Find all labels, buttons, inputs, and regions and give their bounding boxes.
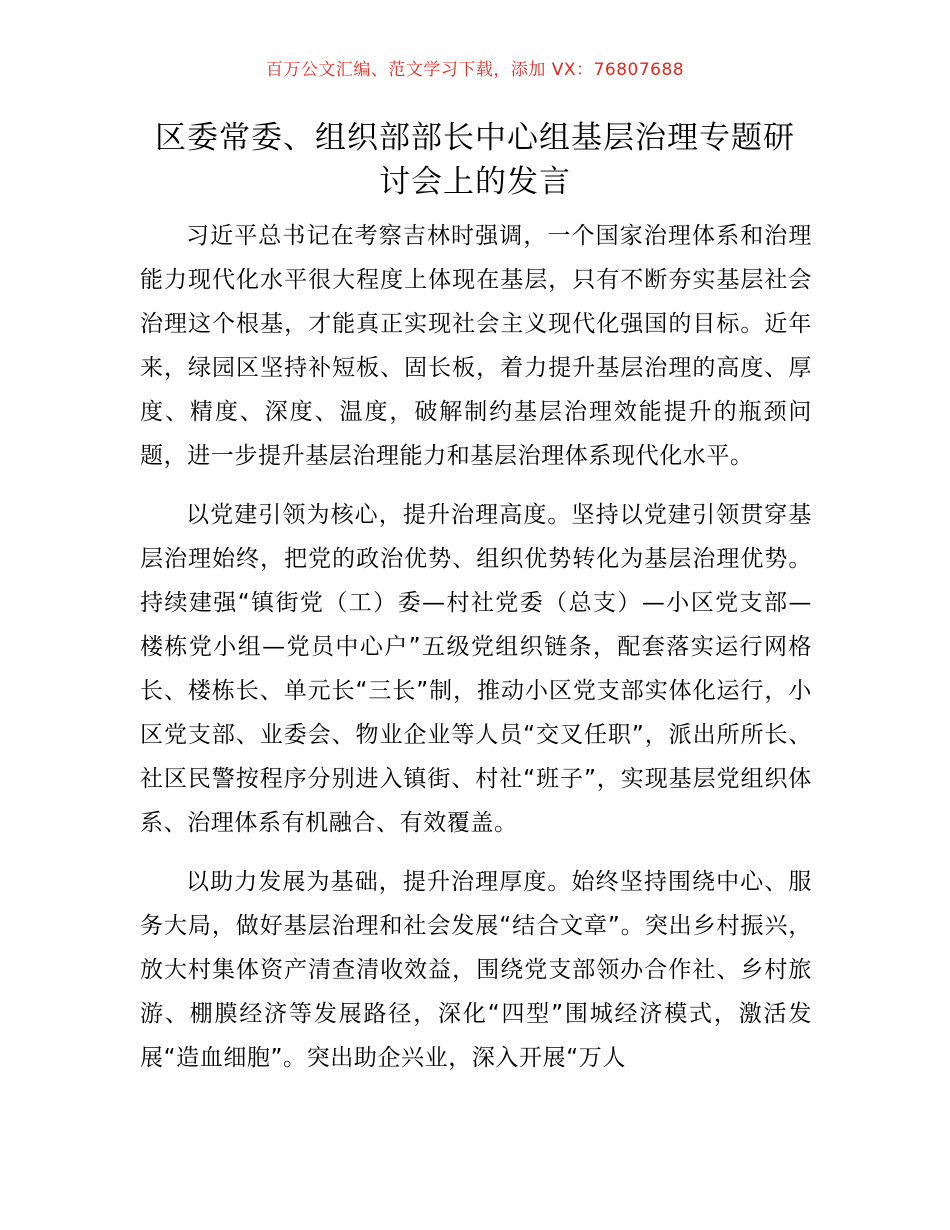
paragraph-party-leadership: 以党建引领为核心，提升治理高度。坚持以党建引领贯穿基层治理始终，把党的政治优势、组织优势转化为基层治理优势。持续建强“镇街党（工）委—村社党委（总支）—小区党支部—楼栋党小组—党员中心户”五级党组织链条，配套落实运行网格长、楼栋长、单元长“三长”制，推动小区党支部实体化运行，小区党支部、业委会、物业企业等人员“交叉任职”，派出所所长、社区民警按程序分别进入镇街、村社“班子”，实现基层党组织体系、治理体系有机融合、有效覆盖。 — [140, 502, 812, 836]
paragraph-intro: 习近平总书记在考察吉林时强调，一个国家治理体系和治理能力现代化水平很大程度上体现在基层，只有不断夯实基层社会治理这个根基，才能真正实现社会主义现代化强国的目标。近年来，绿园区坚持补短板、固长板，着力提升基层治理的高度、厚度、精度、深度、温度，破解制约基层治理效能提升的瓶颈问题，进一步提升基层治理能力和基层治理体系现代化水平。 — [140, 223, 812, 469]
document-body — [140, 214, 812, 1095]
document-title: 区委常委、组织部部长中心组基层治理专题研讨会上的发言 — [155, 120, 795, 200]
paragraph-development: 以助力发展为基础，提升治理厚度。始终坚持围绕中心、服务大局，做好基层治理和社会发展“结合文章”。突出乡村振兴，放大村集体资产清查清收效益，围绕党支部领办合作社、乡村旅游、棚膜经济等发展路径，深化“四型”围城经济模式，激活发展“造血细胞”。突出助企兴业，深入开展“万人 — [140, 869, 812, 1071]
header-watermark-text: 百万公文汇编、范文学习下载，添加 VX：76807688 — [265, 60, 685, 80]
